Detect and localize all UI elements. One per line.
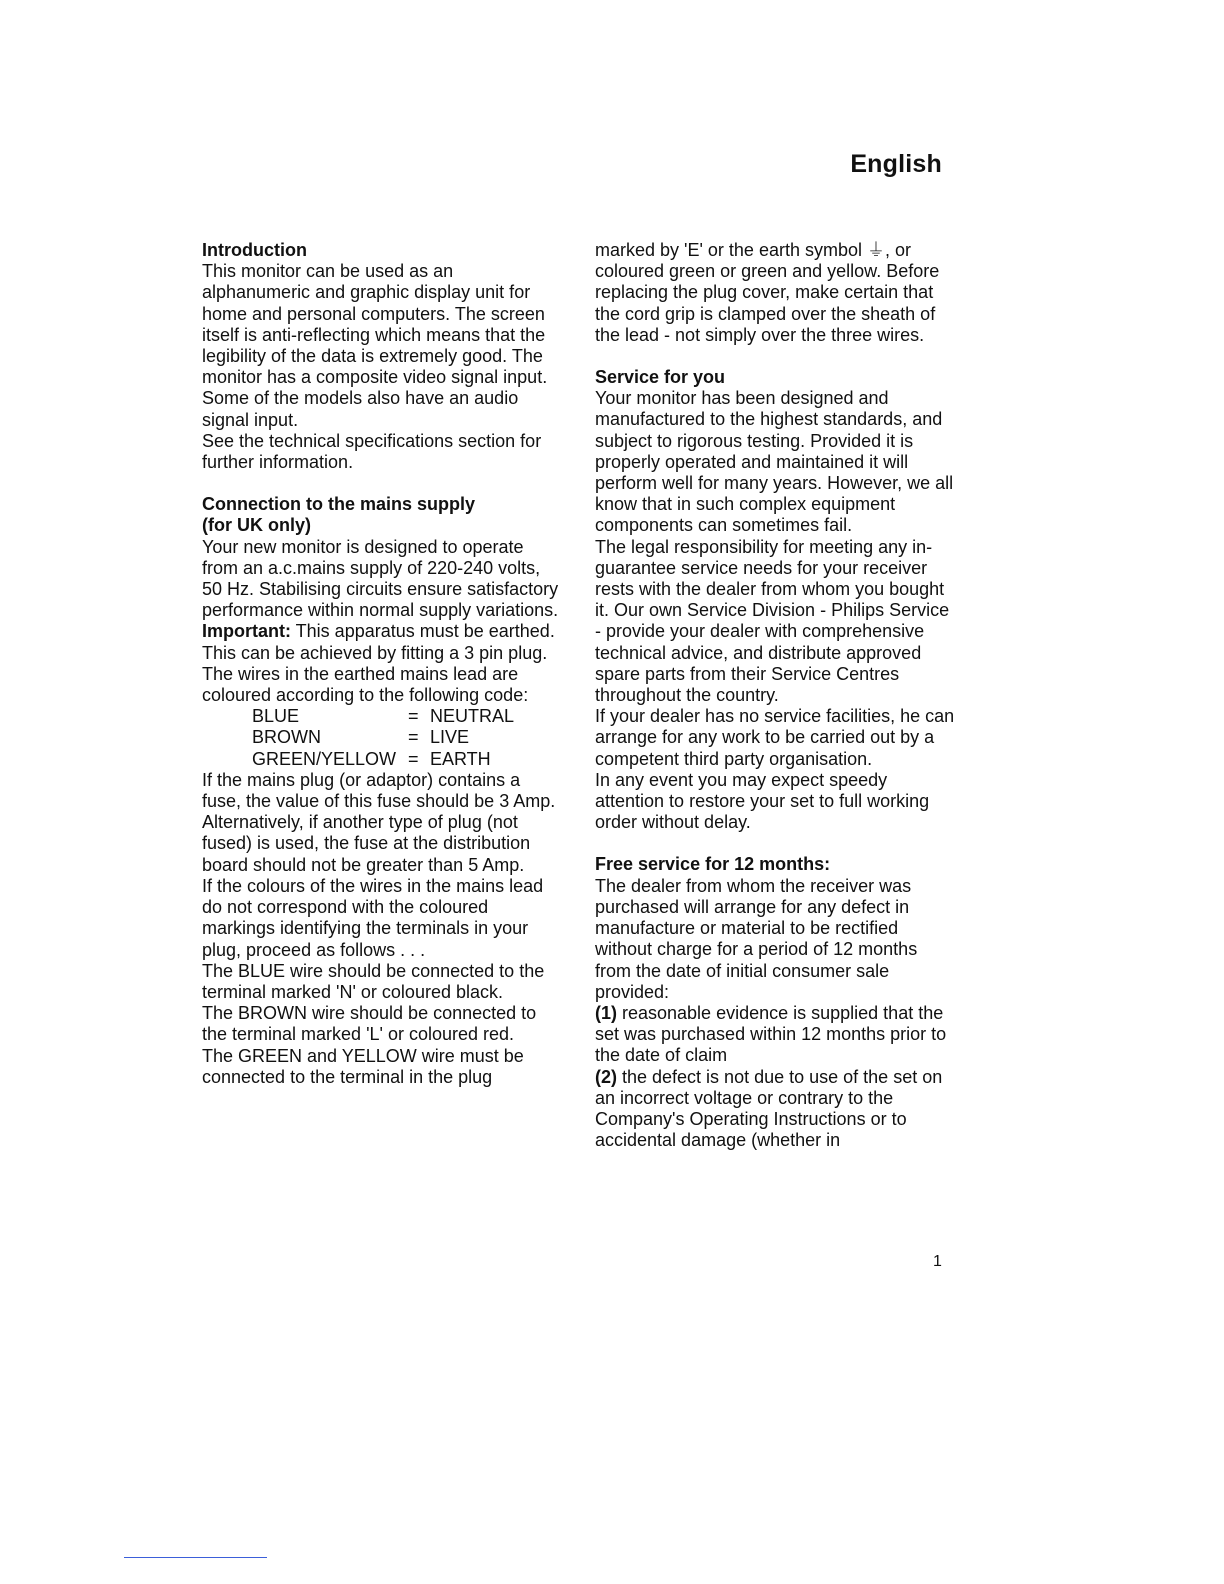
important-label: Important:	[202, 621, 291, 642]
free-service-item-1	[595, 1003, 955, 1067]
footer-rule	[124, 1557, 267, 1558]
connection-text: Your new monitor is designed to operate from an a.c.mains supply of 220-240 volts, 50 Hz. Stabilising circuits ensure satisfactory performance within normal supply variations.	[202, 536, 559, 621]
item-1-text: reasonable evidence is supplied that the set was purchased within 12 months prior to the date of claim	[595, 1002, 947, 1066]
wire-code-table	[252, 706, 514, 770]
item-2-text: the defect is not due to use of the set on an incorrect voltage or contrary to the Company's Operating Instructions or to accidental damage (whether in	[595, 1066, 943, 1151]
service-heading: Service for you	[595, 367, 726, 388]
continuation-text: marked by 'E' or the earth symbol ⏚, or coloured green or green and yellow. Before replacing the plug cover, make certain that the cord grip is clamped over the sheath of the lead - not simply over the three wires.	[595, 240, 940, 345]
wire-equals: =	[408, 706, 419, 727]
item-1-label: (1)	[595, 1002, 617, 1023]
wire-color: BLUE	[252, 706, 300, 727]
wire-meaning: LIVE	[430, 727, 470, 748]
wire-code-row	[252, 706, 514, 727]
free-service-item-2	[595, 1067, 955, 1152]
wire-equals: =	[408, 748, 419, 769]
free-service-heading: Free service for 12 months:	[595, 854, 831, 875]
important-text: This apparatus must be earthed. This can be achieved by fitting a 3 pin plug. The wires in the earthed mains lead are coloured according to the following code:	[202, 621, 555, 706]
wire-code-row	[252, 727, 514, 748]
page-number: 1	[933, 1253, 942, 1270]
service-text: Your monitor has been designed and manufactured to the highest standards, and subject to rigorous testing. Provided it is properly operated and maintained it will perform well for many years. However, we all know that in such complex equipment components can sometimes fail. The legal responsibility for meeting any in-guarantee service needs for your receiver rests with the dealer from whom you bought it. Our own Service Division - Philips Service - provide your dealer with comprehensive technical advice, and distribute approved spare parts from their Service Centres throughout the country. If your dealer has no service facilities, he can arrange for any work to be carried out by a competent third party organisation. In any event you may expect speedy attention to restore your set to full working order without delay.	[595, 388, 955, 833]
wire-code-row	[252, 749, 514, 770]
page-heading: English	[850, 150, 942, 178]
wire-equals: =	[408, 727, 419, 748]
important-paragraph	[202, 621, 562, 706]
connection-heading: Connection to the mains supply (for UK only)	[202, 494, 476, 536]
left-column	[202, 240, 562, 1088]
wire-color: BROWN	[252, 727, 321, 748]
introduction-text: This monitor can be used as an alphanumeric and graphic display unit for home and personal computers. The screen itself is anti-reflecting which means that the legibility of the data is extremely good. The monitor has a composite video signal input. Some of the models also have an audio signal input. See the technical specifications section for further information.	[202, 261, 548, 473]
free-service-text: The dealer from whom the receiver was purchased will arrange for any defect in manufacture or material to be rectified without charge for a period of 12 months from the date of initial consumer sale provided:	[595, 875, 918, 1002]
connection-text-continued: If the mains plug (or adaptor) contains a fuse, the value of this fuse should be 3 Amp. Alternatively, if another type of plug (not fused) is used, the fuse at the distribution board should not be greater than 5 Amp. If the colours of the wires in the mains lead do not correspond with the coloured markings identifying the terminals in your plug, proceed as follows . . . The BLUE wire should be connected to the terminal marked 'N' or coloured black. The BROWN wire should be connected to the terminal marked 'L' or coloured red. The GREEN and YELLOW wire must be connected to the terminal in the plug	[202, 769, 556, 1087]
wire-color: GREEN/YELLOW	[252, 748, 397, 769]
wire-meaning: NEUTRAL	[430, 706, 515, 727]
introduction-heading: Introduction	[202, 240, 307, 260]
wire-meaning: EARTH	[430, 748, 491, 769]
right-column	[595, 240, 955, 1151]
item-2-label: (2)	[595, 1066, 617, 1087]
